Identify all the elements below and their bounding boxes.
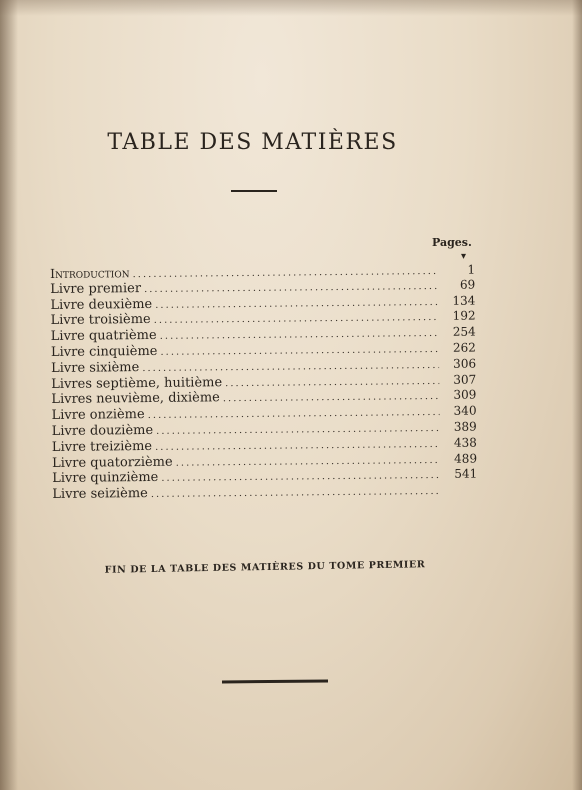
toc-entry-page: 541 [454,466,478,482]
toc-entry-label: Livre douzième [51,422,154,439]
spine-shadow [0,0,18,790]
footer-rule [222,680,328,684]
toc-entry-page: 192 [452,308,476,324]
leader-dots [144,281,438,295]
page-edge [572,0,582,790]
table-of-contents [50,262,477,503]
toc-entry-page: 262 [452,340,476,355]
leader-dots [161,470,440,484]
toc-entry-label: Livre cinquième [50,343,158,360]
down-arrow-icon: ▾ [461,251,467,262]
toc-entry-page: 389 [453,419,477,434]
toc-entry-page: 340 [453,403,477,418]
toc-entry-label: Livre onzième [51,407,145,424]
toc-entry-label: Livre seizième [52,486,148,503]
leader-dots [148,407,440,421]
toc-entry-label: Livre quatrième [50,328,157,345]
toc-entry-page: 254 [452,324,476,339]
toc-entry-label: Livre premier [50,280,142,297]
toc-entry-label: Livres neuvième, dixième [51,390,220,408]
leader-dots [155,439,440,453]
page-title: TABLE DES MATIÈRES [107,130,398,155]
leader-dots [176,454,440,468]
toc-entry-label: Livre quatorzième [51,454,173,471]
toc-entry-page: 307 [453,372,477,387]
toc-entry-label: Livre treizième [51,438,153,455]
toc-entry-page: 306 [453,356,477,371]
toc-entry-page: 1 [467,262,476,277]
end-of-contents-note: FIN DE LA TABLE DES MATIÈRES DU TOME PREMIER [104,559,426,576]
leader-dots [160,328,439,342]
toc-entry-label: Livre troisième [50,312,151,329]
leader-dots [223,391,440,404]
title-rule [231,190,277,192]
leader-dots [154,312,439,326]
toc-entry-page: 309 [453,387,477,403]
leader-dots [156,423,440,437]
pages-column-header: Pages. [432,236,472,249]
toc-entry-page: 438 [453,435,477,450]
toc-entry [52,483,477,503]
top-shadow [0,0,582,16]
leader-dots [160,344,439,358]
toc-entry-label: Introduction [50,265,130,281]
toc-entry-label: Livre deuxième [50,296,153,313]
toc-entry-page: 134 [452,293,476,308]
leader-dots [225,376,439,389]
toc-entry-page: 489 [454,451,478,466]
leader-dots [151,486,441,500]
leader-dots [155,297,438,311]
toc-entry-label: Livre quinzième [52,470,159,487]
leader-dots [142,360,439,374]
toc-entry-page: 69 [459,277,476,292]
toc-entry-label: Livre sixième [50,359,140,376]
toc-entry-label: Livres septième, huitième [51,374,223,392]
